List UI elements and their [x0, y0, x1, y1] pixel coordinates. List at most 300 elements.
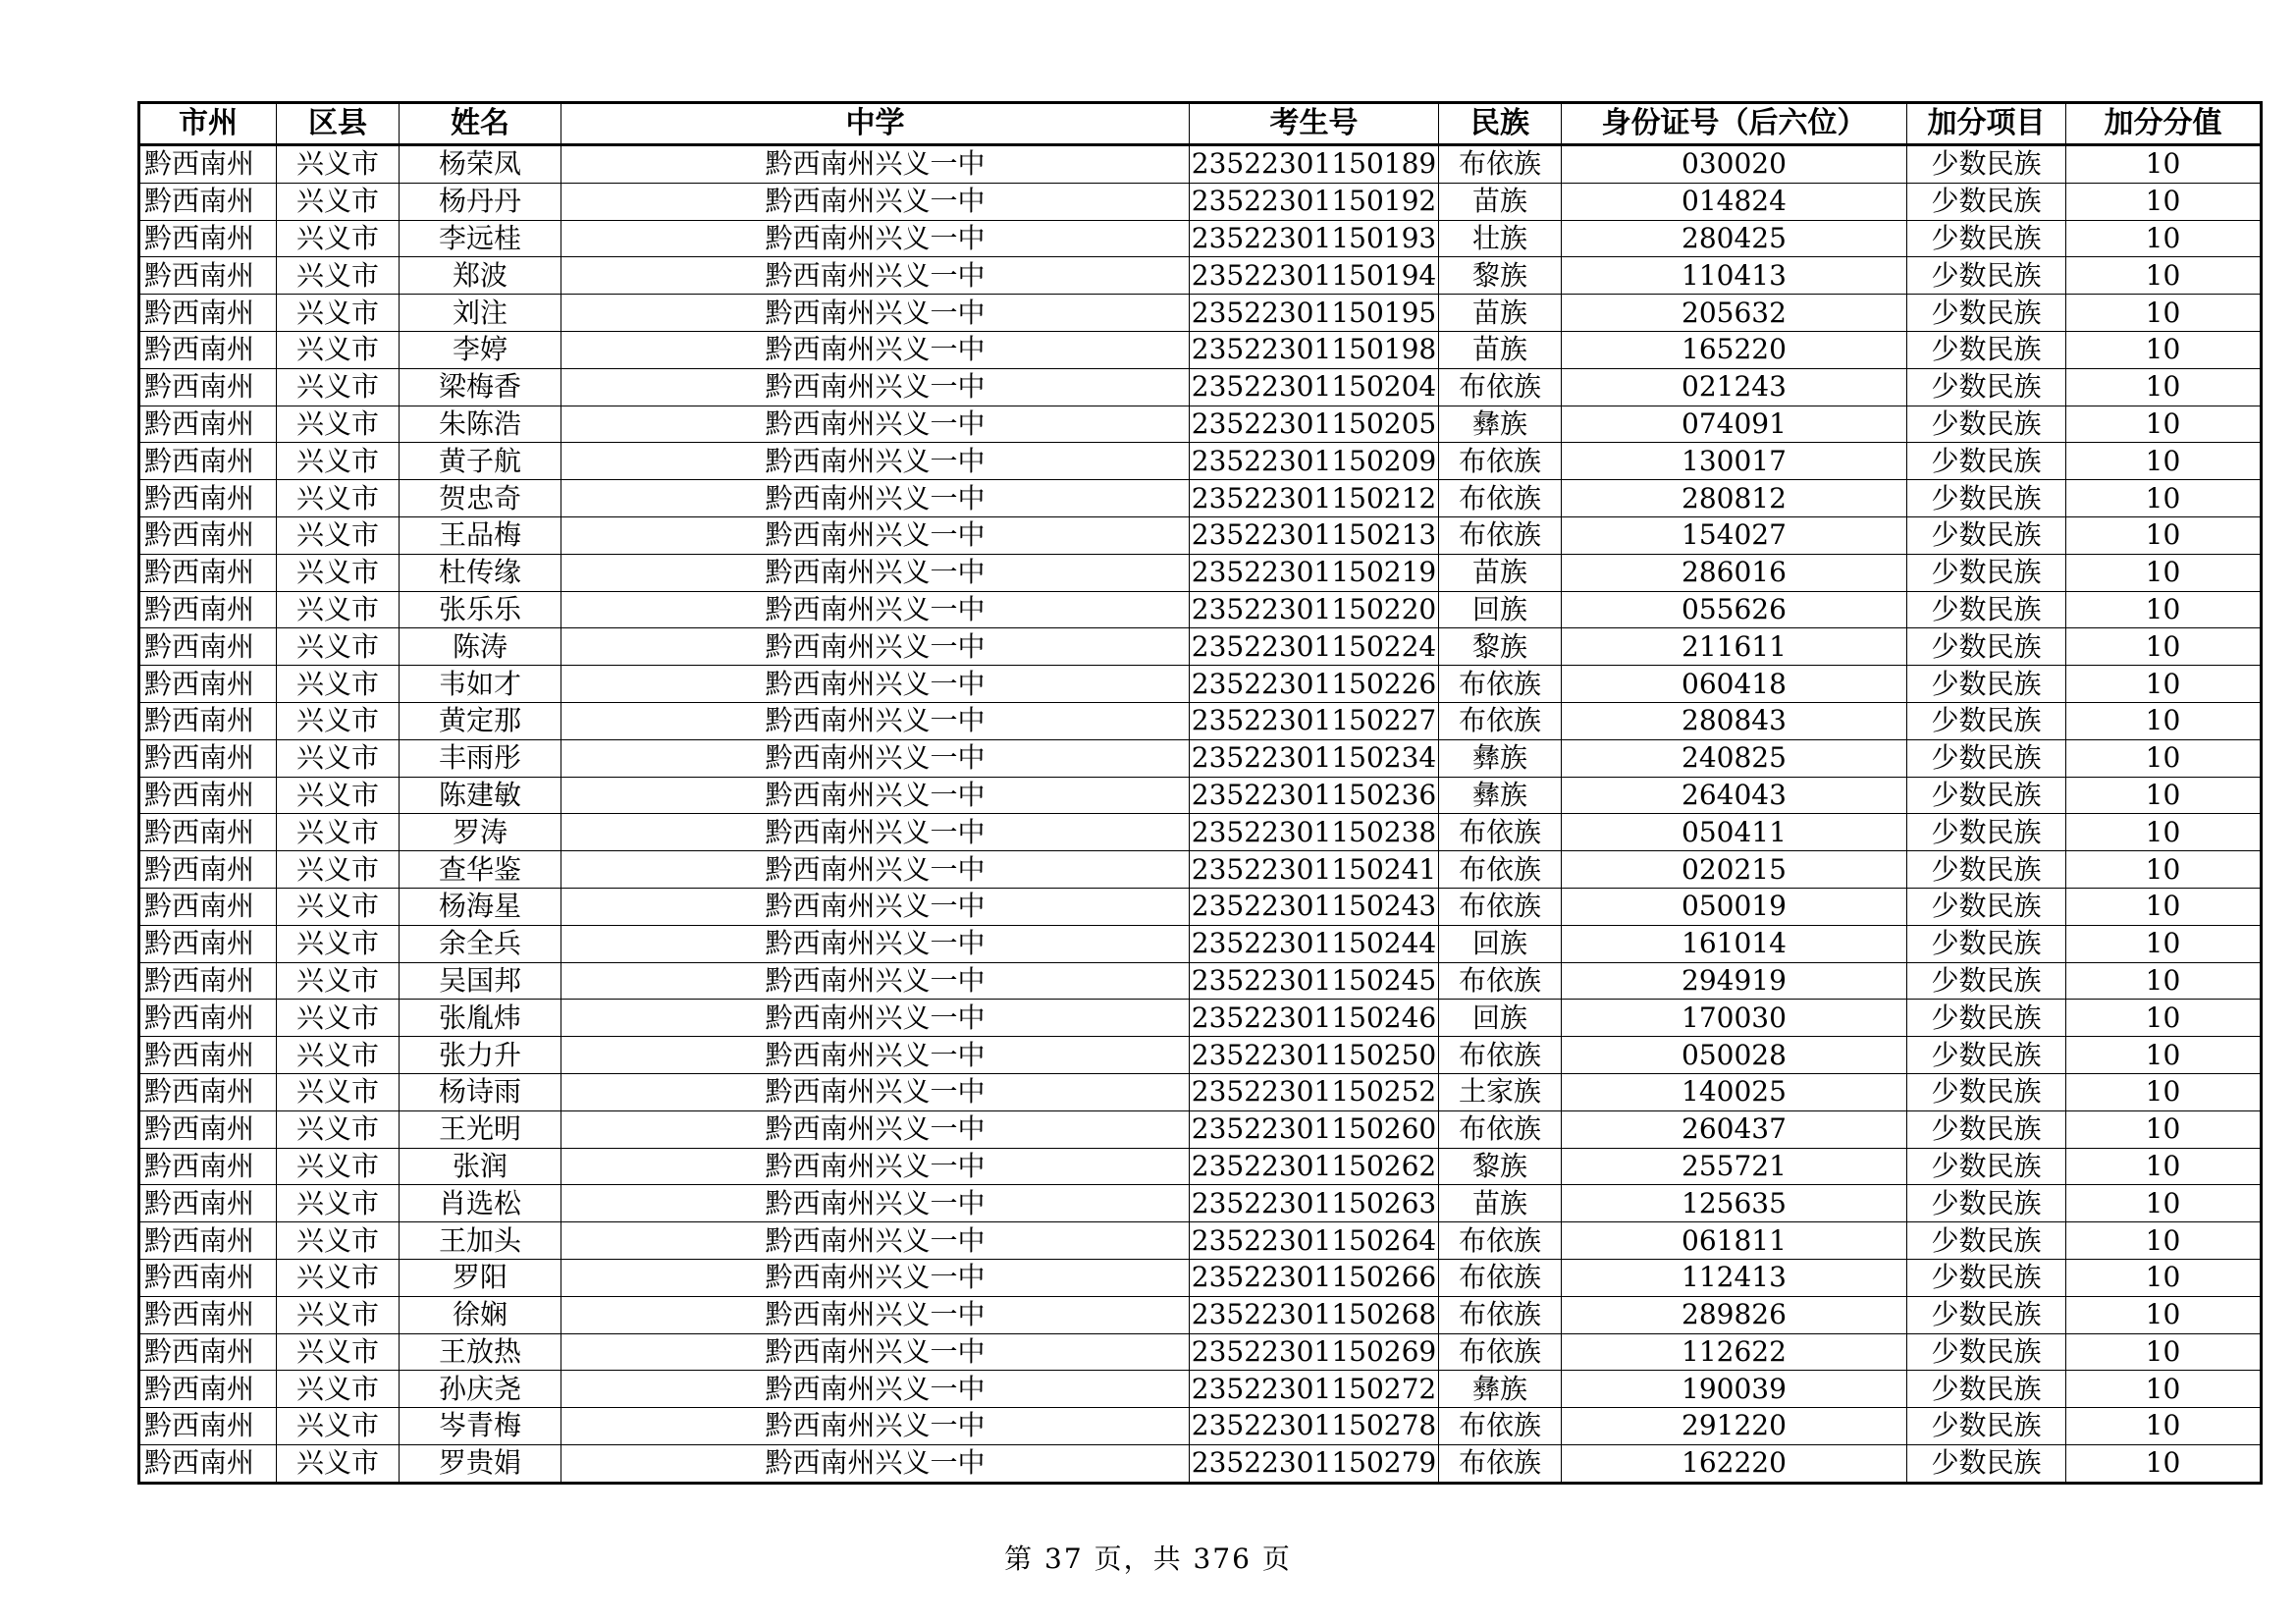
city-cell: 黔西南州 [139, 1037, 277, 1074]
school-cell: 黔西南州兴义一中 [561, 591, 1190, 628]
county-cell: 兴义市 [277, 1073, 400, 1110]
ethnicity-cell: 黎族 [1439, 628, 1562, 666]
county-cell: 兴义市 [277, 777, 400, 814]
bonus-value-cell: 10 [2066, 1259, 2262, 1296]
ethnicity-cell: 布依族 [1439, 1110, 1562, 1148]
name-cell: 杜传缘 [400, 554, 561, 591]
city-cell: 黔西南州 [139, 1444, 277, 1483]
ethnicity-cell: 布依族 [1439, 443, 1562, 480]
table-row [139, 814, 2262, 851]
bonus-item-cell: 少数民族 [1907, 1110, 2066, 1148]
table-row [139, 443, 2262, 480]
county-cell: 兴义市 [277, 888, 400, 925]
county-cell: 兴义市 [277, 1444, 400, 1483]
exam-id-cell: 23522301150241 [1190, 851, 1439, 889]
bonus-value-cell: 10 [2066, 554, 2262, 591]
bonus-value-cell: 10 [2066, 1296, 2262, 1333]
name-cell: 张乐乐 [400, 591, 561, 628]
bonus-value-cell: 10 [2066, 220, 2262, 257]
table-row [139, 406, 2262, 443]
id-last6-cell: 050411 [1562, 814, 1907, 851]
city-cell: 黔西南州 [139, 925, 277, 962]
id-last6-cell: 061811 [1562, 1222, 1907, 1260]
school-cell: 黔西南州兴义一中 [561, 331, 1190, 368]
id-last6-cell: 020215 [1562, 851, 1907, 889]
table-row [139, 145, 2262, 184]
table-row [139, 516, 2262, 554]
id-last6-cell: 260437 [1562, 1110, 1907, 1148]
exam-id-cell: 23522301150204 [1190, 368, 1439, 406]
ethnicity-cell: 布依族 [1439, 666, 1562, 703]
id-last6-cell: 014824 [1562, 183, 1907, 220]
bonus-value-cell: 10 [2066, 1333, 2262, 1371]
city-cell: 黔西南州 [139, 888, 277, 925]
name-cell: 罗贵娟 [400, 1444, 561, 1483]
exam-id-cell: 23522301150236 [1190, 777, 1439, 814]
id-last6-cell: 050028 [1562, 1037, 1907, 1074]
ethnicity-cell: 布依族 [1439, 1296, 1562, 1333]
bonus-value-cell: 10 [2066, 1222, 2262, 1260]
name-cell: 贺忠奇 [400, 480, 561, 517]
exam-id-cell: 23522301150198 [1190, 331, 1439, 368]
name-cell: 孙庆尧 [400, 1371, 561, 1408]
id-last6-cell: 211611 [1562, 628, 1907, 666]
ethnicity-cell: 布依族 [1439, 1444, 1562, 1483]
exam-id-cell: 23522301150260 [1190, 1110, 1439, 1148]
ethnicity-cell: 布依族 [1439, 814, 1562, 851]
city-cell: 黔西南州 [139, 962, 277, 1000]
name-cell: 王放热 [400, 1333, 561, 1371]
table-row [139, 257, 2262, 295]
ethnicity-cell: 布依族 [1439, 1408, 1562, 1445]
col-header-school: 中学 [561, 103, 1190, 145]
school-cell: 黔西南州兴义一中 [561, 851, 1190, 889]
name-cell: 刘注 [400, 295, 561, 332]
ethnicity-cell: 布依族 [1439, 888, 1562, 925]
name-cell: 岑青梅 [400, 1408, 561, 1445]
name-cell: 郑波 [400, 257, 561, 295]
id-last6-cell: 165220 [1562, 331, 1907, 368]
bonus-item-cell: 少数民族 [1907, 851, 2066, 889]
school-cell: 黔西南州兴义一中 [561, 1148, 1190, 1185]
ethnicity-cell: 布依族 [1439, 1333, 1562, 1371]
county-cell: 兴义市 [277, 220, 400, 257]
city-cell: 黔西南州 [139, 331, 277, 368]
id-last6-cell: 255721 [1562, 1148, 1907, 1185]
exam-id-cell: 23522301150243 [1190, 888, 1439, 925]
bonus-item-cell: 少数民族 [1907, 777, 2066, 814]
name-cell: 杨诗雨 [400, 1073, 561, 1110]
bonus-item-cell: 少数民族 [1907, 554, 2066, 591]
name-cell: 黄定那 [400, 702, 561, 739]
bonus-points-table [137, 101, 2263, 1485]
ethnicity-cell: 彝族 [1439, 406, 1562, 443]
bonus-item-cell: 少数民族 [1907, 1371, 2066, 1408]
bonus-value-cell: 10 [2066, 1371, 2262, 1408]
table-row [139, 183, 2262, 220]
school-cell: 黔西南州兴义一中 [561, 814, 1190, 851]
bonus-item-cell: 少数民族 [1907, 1333, 2066, 1371]
exam-id-cell: 23522301150220 [1190, 591, 1439, 628]
school-cell: 黔西南州兴义一中 [561, 666, 1190, 703]
city-cell: 黔西南州 [139, 1000, 277, 1037]
table-row [139, 480, 2262, 517]
bonus-item-cell: 少数民族 [1907, 1000, 2066, 1037]
table-row [139, 1110, 2262, 1148]
exam-id-cell: 23522301150269 [1190, 1333, 1439, 1371]
bonus-value-cell: 10 [2066, 406, 2262, 443]
table-row [139, 1333, 2262, 1371]
bonus-item-cell: 少数民族 [1907, 702, 2066, 739]
bonus-value-cell: 10 [2066, 851, 2262, 889]
bonus-value-cell: 10 [2066, 331, 2262, 368]
bonus-value-cell: 10 [2066, 257, 2262, 295]
id-last6-cell: 050019 [1562, 888, 1907, 925]
city-cell: 黔西南州 [139, 702, 277, 739]
city-cell: 黔西南州 [139, 257, 277, 295]
county-cell: 兴义市 [277, 1037, 400, 1074]
county-cell: 兴义市 [277, 1110, 400, 1148]
ethnicity-cell: 苗族 [1439, 554, 1562, 591]
exam-id-cell: 23522301150193 [1190, 220, 1439, 257]
table-row [139, 739, 2262, 777]
county-cell: 兴义市 [277, 1408, 400, 1445]
city-cell: 黔西南州 [139, 554, 277, 591]
city-cell: 黔西南州 [139, 666, 277, 703]
name-cell: 张润 [400, 1148, 561, 1185]
name-cell: 陈建敏 [400, 777, 561, 814]
city-cell: 黔西南州 [139, 1333, 277, 1371]
school-cell: 黔西南州兴义一中 [561, 220, 1190, 257]
school-cell: 黔西南州兴义一中 [561, 257, 1190, 295]
col-header-id-last6: 身份证号（后六位） [1562, 103, 1907, 145]
county-cell: 兴义市 [277, 516, 400, 554]
header-row [139, 103, 2262, 145]
id-last6-cell: 112622 [1562, 1333, 1907, 1371]
name-cell: 韦如才 [400, 666, 561, 703]
school-cell: 黔西南州兴义一中 [561, 777, 1190, 814]
city-cell: 黔西南州 [139, 1296, 277, 1333]
table-row [139, 925, 2262, 962]
table-row [139, 1073, 2262, 1110]
exam-id-cell: 23522301150224 [1190, 628, 1439, 666]
county-cell: 兴义市 [277, 406, 400, 443]
exam-id-cell: 23522301150262 [1190, 1148, 1439, 1185]
bonus-item-cell: 少数民族 [1907, 739, 2066, 777]
ethnicity-cell: 彝族 [1439, 1371, 1562, 1408]
exam-id-cell: 23522301150189 [1190, 145, 1439, 184]
school-cell: 黔西南州兴义一中 [561, 925, 1190, 962]
id-last6-cell: 162220 [1562, 1444, 1907, 1483]
id-last6-cell: 112413 [1562, 1259, 1907, 1296]
bonus-item-cell: 少数民族 [1907, 368, 2066, 406]
table-row [139, 1185, 2262, 1222]
ethnicity-cell: 苗族 [1439, 295, 1562, 332]
city-cell: 黔西南州 [139, 814, 277, 851]
table-row [139, 628, 2262, 666]
id-last6-cell: 289826 [1562, 1296, 1907, 1333]
exam-id-cell: 23522301150268 [1190, 1296, 1439, 1333]
id-last6-cell: 125635 [1562, 1185, 1907, 1222]
table-row [139, 702, 2262, 739]
col-header-county: 区县 [277, 103, 400, 145]
school-cell: 黔西南州兴义一中 [561, 1185, 1190, 1222]
name-cell: 杨海星 [400, 888, 561, 925]
bonus-item-cell: 少数民族 [1907, 1037, 2066, 1074]
school-cell: 黔西南州兴义一中 [561, 962, 1190, 1000]
table-row [139, 220, 2262, 257]
bonus-value-cell: 10 [2066, 739, 2262, 777]
name-cell: 李远桂 [400, 220, 561, 257]
bonus-value-cell: 10 [2066, 666, 2262, 703]
school-cell: 黔西南州兴义一中 [561, 1073, 1190, 1110]
table-row [139, 1444, 2262, 1483]
city-cell: 黔西南州 [139, 1073, 277, 1110]
name-cell: 王光明 [400, 1110, 561, 1148]
table-row [139, 368, 2262, 406]
bonus-value-cell: 10 [2066, 925, 2262, 962]
county-cell: 兴义市 [277, 331, 400, 368]
county-cell: 兴义市 [277, 368, 400, 406]
county-cell: 兴义市 [277, 962, 400, 1000]
school-cell: 黔西南州兴义一中 [561, 443, 1190, 480]
city-cell: 黔西南州 [139, 777, 277, 814]
city-cell: 黔西南州 [139, 480, 277, 517]
id-last6-cell: 286016 [1562, 554, 1907, 591]
school-cell: 黔西南州兴义一中 [561, 1296, 1190, 1333]
id-last6-cell: 190039 [1562, 1371, 1907, 1408]
school-cell: 黔西南州兴义一中 [561, 739, 1190, 777]
bonus-item-cell: 少数民族 [1907, 183, 2066, 220]
city-cell: 黔西南州 [139, 295, 277, 332]
ethnicity-cell: 苗族 [1439, 1185, 1562, 1222]
id-last6-cell: 030020 [1562, 145, 1907, 184]
bonus-value-cell: 10 [2066, 962, 2262, 1000]
bonus-value-cell: 10 [2066, 1148, 2262, 1185]
ethnicity-cell: 布依族 [1439, 851, 1562, 889]
table-row [139, 777, 2262, 814]
city-cell: 黔西南州 [139, 406, 277, 443]
id-last6-cell: 130017 [1562, 443, 1907, 480]
bonus-value-cell: 10 [2066, 443, 2262, 480]
exam-id-cell: 23522301150192 [1190, 183, 1439, 220]
name-cell: 罗涛 [400, 814, 561, 851]
ethnicity-cell: 彝族 [1439, 777, 1562, 814]
exam-id-cell: 23522301150278 [1190, 1408, 1439, 1445]
ethnicity-cell: 布依族 [1439, 702, 1562, 739]
city-cell: 黔西南州 [139, 1222, 277, 1260]
exam-id-cell: 23522301150264 [1190, 1222, 1439, 1260]
bonus-item-cell: 少数民族 [1907, 888, 2066, 925]
bonus-item-cell: 少数民族 [1907, 1296, 2066, 1333]
city-cell: 黔西南州 [139, 443, 277, 480]
school-cell: 黔西南州兴义一中 [561, 1371, 1190, 1408]
bonus-item-cell: 少数民族 [1907, 628, 2066, 666]
exam-id-cell: 23522301150252 [1190, 1073, 1439, 1110]
bonus-item-cell: 少数民族 [1907, 666, 2066, 703]
school-cell: 黔西南州兴义一中 [561, 1037, 1190, 1074]
bonus-item-cell: 少数民族 [1907, 295, 2066, 332]
school-cell: 黔西南州兴义一中 [561, 628, 1190, 666]
bonus-item-cell: 少数民族 [1907, 443, 2066, 480]
table-row [139, 331, 2262, 368]
name-cell: 王加头 [400, 1222, 561, 1260]
exam-id-cell: 23522301150195 [1190, 295, 1439, 332]
col-header-city: 市州 [139, 103, 277, 145]
bonus-value-cell: 10 [2066, 1037, 2262, 1074]
city-cell: 黔西南州 [139, 183, 277, 220]
school-cell: 黔西南州兴义一中 [561, 480, 1190, 517]
school-cell: 黔西南州兴义一中 [561, 368, 1190, 406]
exam-id-cell: 23522301150227 [1190, 702, 1439, 739]
id-last6-cell: 140025 [1562, 1073, 1907, 1110]
exam-id-cell: 23522301150250 [1190, 1037, 1439, 1074]
id-last6-cell: 280812 [1562, 480, 1907, 517]
id-last6-cell: 280425 [1562, 220, 1907, 257]
id-last6-cell: 294919 [1562, 962, 1907, 1000]
ethnicity-cell: 彝族 [1439, 739, 1562, 777]
city-cell: 黔西南州 [139, 368, 277, 406]
bonus-value-cell: 10 [2066, 888, 2262, 925]
name-cell: 吴国邦 [400, 962, 561, 1000]
ethnicity-cell: 回族 [1439, 925, 1562, 962]
name-cell: 罗阳 [400, 1259, 561, 1296]
bonus-value-cell: 10 [2066, 1110, 2262, 1148]
name-cell: 张力升 [400, 1037, 561, 1074]
bonus-value-cell: 10 [2066, 814, 2262, 851]
bonus-item-cell: 少数民族 [1907, 145, 2066, 184]
bonus-item-cell: 少数民族 [1907, 516, 2066, 554]
bonus-item-cell: 少数民族 [1907, 257, 2066, 295]
city-cell: 黔西南州 [139, 628, 277, 666]
school-cell: 黔西南州兴义一中 [561, 1444, 1190, 1483]
county-cell: 兴义市 [277, 443, 400, 480]
table-row [139, 1408, 2262, 1445]
bonus-item-cell: 少数民族 [1907, 1444, 2066, 1483]
ethnicity-cell: 壮族 [1439, 220, 1562, 257]
ethnicity-cell: 布依族 [1439, 145, 1562, 184]
county-cell: 兴义市 [277, 295, 400, 332]
school-cell: 黔西南州兴义一中 [561, 406, 1190, 443]
county-cell: 兴义市 [277, 1296, 400, 1333]
county-cell: 兴义市 [277, 925, 400, 962]
col-header-name: 姓名 [400, 103, 561, 145]
county-cell: 兴义市 [277, 702, 400, 739]
bonus-item-cell: 少数民族 [1907, 1408, 2066, 1445]
exam-id-cell: 23522301150279 [1190, 1444, 1439, 1483]
bonus-value-cell: 10 [2066, 480, 2262, 517]
bonus-item-cell: 少数民族 [1907, 1222, 2066, 1260]
bonus-item-cell: 少数民族 [1907, 406, 2066, 443]
id-last6-cell: 021243 [1562, 368, 1907, 406]
city-cell: 黔西南州 [139, 1408, 277, 1445]
county-cell: 兴义市 [277, 1148, 400, 1185]
bonus-value-cell: 10 [2066, 516, 2262, 554]
county-cell: 兴义市 [277, 145, 400, 184]
ethnicity-cell: 布依族 [1439, 962, 1562, 1000]
county-cell: 兴义市 [277, 814, 400, 851]
table-row [139, 591, 2262, 628]
city-cell: 黔西南州 [139, 1110, 277, 1148]
exam-id-cell: 23522301150246 [1190, 1000, 1439, 1037]
bonus-value-cell: 10 [2066, 777, 2262, 814]
name-cell: 丰雨彤 [400, 739, 561, 777]
bonus-value-cell: 10 [2066, 1408, 2262, 1445]
city-cell: 黔西南州 [139, 1371, 277, 1408]
name-cell: 查华鉴 [400, 851, 561, 889]
city-cell: 黔西南州 [139, 145, 277, 184]
page-footer: 第 37 页，共 376 页 [1004, 1543, 1292, 1575]
name-cell: 黄子航 [400, 443, 561, 480]
id-last6-cell: 154027 [1562, 516, 1907, 554]
id-last6-cell: 291220 [1562, 1408, 1907, 1445]
ethnicity-cell: 布依族 [1439, 1222, 1562, 1260]
school-cell: 黔西南州兴义一中 [561, 516, 1190, 554]
ethnicity-cell: 布依族 [1439, 368, 1562, 406]
city-cell: 黔西南州 [139, 851, 277, 889]
bonus-value-cell: 10 [2066, 368, 2262, 406]
school-cell: 黔西南州兴义一中 [561, 888, 1190, 925]
table-row [139, 1037, 2262, 1074]
col-header-ethnicity: 民族 [1439, 103, 1562, 145]
exam-id-cell: 23522301150244 [1190, 925, 1439, 962]
county-cell: 兴义市 [277, 183, 400, 220]
id-last6-cell: 205632 [1562, 295, 1907, 332]
county-cell: 兴义市 [277, 1222, 400, 1260]
col-header-bonus-item: 加分项目 [1907, 103, 2066, 145]
bonus-item-cell: 少数民族 [1907, 962, 2066, 1000]
ethnicity-cell: 回族 [1439, 591, 1562, 628]
school-cell: 黔西南州兴义一中 [561, 1408, 1190, 1445]
city-cell: 黔西南州 [139, 591, 277, 628]
school-cell: 黔西南州兴义一中 [561, 1333, 1190, 1371]
county-cell: 兴义市 [277, 1371, 400, 1408]
name-cell: 余全兵 [400, 925, 561, 962]
bonus-item-cell: 少数民族 [1907, 1073, 2066, 1110]
bonus-value-cell: 10 [2066, 183, 2262, 220]
exam-id-cell: 23522301150226 [1190, 666, 1439, 703]
school-cell: 黔西南州兴义一中 [561, 702, 1190, 739]
table-row [139, 1148, 2262, 1185]
table-row [139, 1296, 2262, 1333]
bonus-value-cell: 10 [2066, 1073, 2262, 1110]
ethnicity-cell: 回族 [1439, 1000, 1562, 1037]
id-last6-cell: 060418 [1562, 666, 1907, 703]
id-last6-cell: 240825 [1562, 739, 1907, 777]
county-cell: 兴义市 [277, 1333, 400, 1371]
table-row [139, 1371, 2262, 1408]
exam-id-cell: 23522301150238 [1190, 814, 1439, 851]
county-cell: 兴义市 [277, 554, 400, 591]
table-row [139, 962, 2262, 1000]
ethnicity-cell: 黎族 [1439, 257, 1562, 295]
bonus-item-cell: 少数民族 [1907, 1148, 2066, 1185]
county-cell: 兴义市 [277, 480, 400, 517]
name-cell: 陈涛 [400, 628, 561, 666]
city-cell: 黔西南州 [139, 1259, 277, 1296]
bonus-value-cell: 10 [2066, 591, 2262, 628]
county-cell: 兴义市 [277, 628, 400, 666]
table-row [139, 554, 2262, 591]
name-cell: 朱陈浩 [400, 406, 561, 443]
name-cell: 肖选松 [400, 1185, 561, 1222]
bonus-value-cell: 10 [2066, 1000, 2262, 1037]
id-last6-cell: 110413 [1562, 257, 1907, 295]
city-cell: 黔西南州 [139, 1185, 277, 1222]
name-cell: 杨丹丹 [400, 183, 561, 220]
bonus-item-cell: 少数民族 [1907, 220, 2066, 257]
table-row [139, 1222, 2262, 1260]
